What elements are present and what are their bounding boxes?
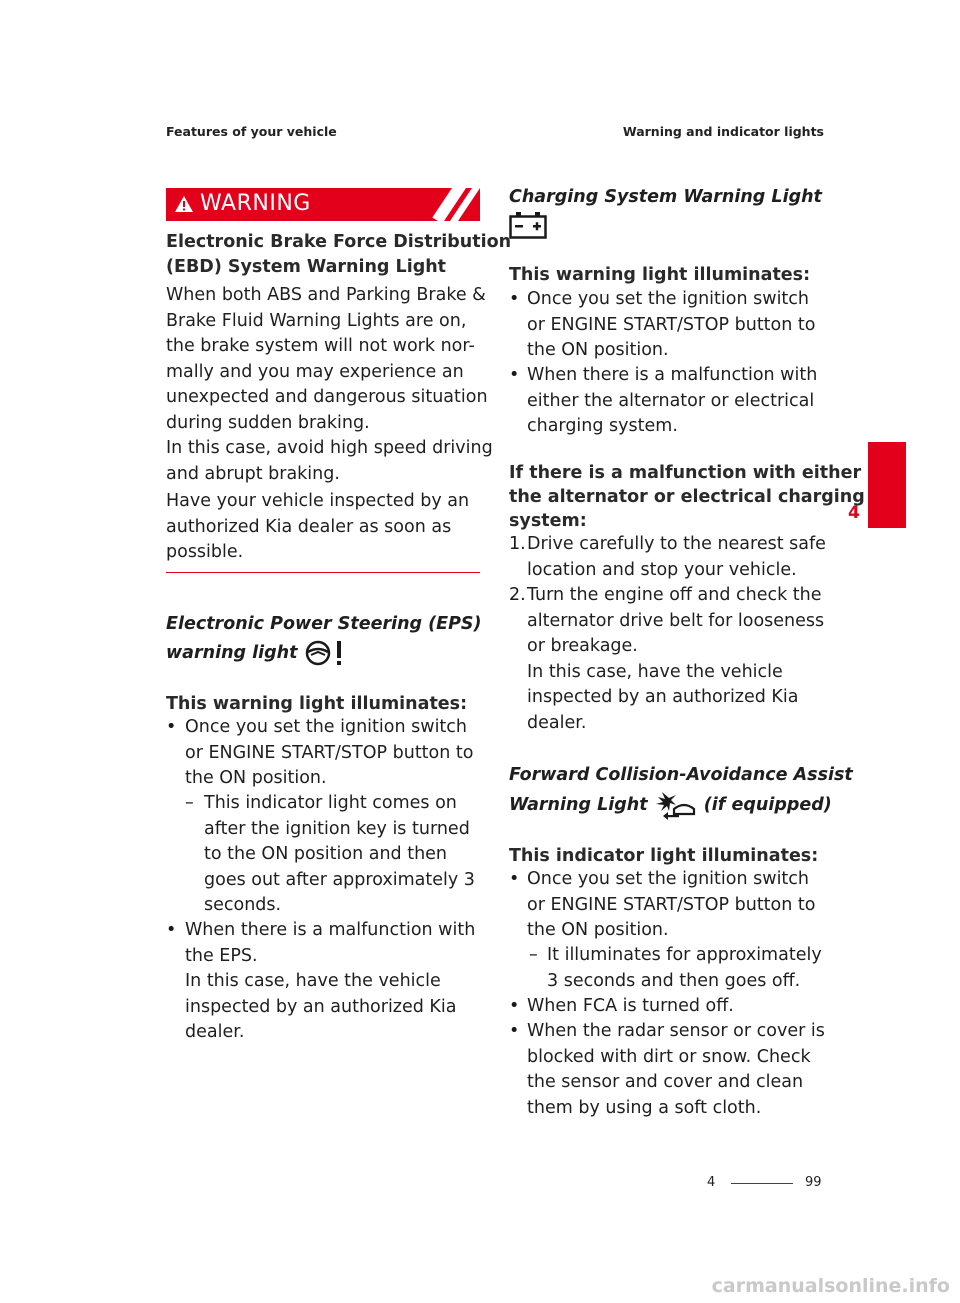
warning-triangle-icon (174, 194, 194, 214)
fca-bullet-3: When the radar sensor or cover is blocked with dirt or snow. Check the sensor and cover and clean them by using a soft cloth. (527, 1021, 825, 1118)
eps-heading-line2: warning light (166, 638, 350, 668)
eps-steering-warning-icon (304, 638, 350, 668)
fca-heading-line1: Forward Collision-Avoidance Assist (509, 765, 853, 785)
footer-divider (731, 1183, 793, 1184)
eps-heading-line1: Electronic Power Steering (EPS) (166, 614, 482, 634)
chapter-side-tab-number: 4 (848, 503, 860, 523)
eps-bullet-1: Once you set the ignition switch or ENGINE START/STOP button to the ON position. (185, 717, 474, 788)
battery-icon (509, 211, 547, 239)
eps-bullet-2-marker: • (166, 920, 177, 940)
eps-subheading: This warning light illuminates: (166, 694, 468, 714)
section-divider (166, 572, 480, 573)
charging-step-2-number: 2. (509, 585, 526, 605)
warning-paragraph-2: In this case, avoid high speed driving and abrupt braking. (166, 438, 493, 484)
warning-paragraph-3: Have your vehicle inspected by an authorized Kia dealer as soon as possible. (166, 491, 470, 562)
fca-subheading: This indicator light illuminates: (509, 846, 819, 866)
eps-bullet-1-marker: • (166, 717, 177, 737)
fca-bullet-2: When FCA is turned off. (527, 996, 734, 1016)
charging-step-1-number: 1. (509, 534, 526, 554)
fca-collision-icon (654, 789, 698, 821)
fca-dash-marker: – (529, 945, 538, 965)
warning-banner (166, 188, 480, 221)
warning-title-line1: Electronic Brake Force Distribution (166, 232, 512, 252)
warning-label: WARNING (200, 191, 311, 216)
eps-bullet-2: When there is a malfunction with the EPS. In this case, have the vehicle inspected by an authorized Kia dealer. (185, 920, 476, 1042)
chapter-side-tab (868, 442, 906, 528)
fca-heading-line2: Warning Light (if equipped) (509, 789, 832, 821)
watermark: carmanualsonline.info (711, 1275, 950, 1297)
charging-heading: Charging System Warning Light (509, 187, 822, 207)
footer-page-number: 99 (805, 1175, 822, 1190)
fca-bullet-1: Once you set the ignition switch or ENGINE START/STOP button to the ON position. (527, 869, 816, 940)
banner-stripes-icon (430, 188, 480, 221)
warning-title-line2: (EBD) System Warning Light (166, 257, 447, 277)
fca-bullet-1-marker: • (509, 869, 520, 889)
fca-dash-item: It illuminates for approximately 3 seconds and then goes off. (547, 945, 822, 991)
charging-bullet-1: Once you set the ignition switch or ENGINE START/STOP button to the ON position. (527, 289, 816, 360)
charging-bullet-1-marker: • (509, 289, 520, 309)
running-header-right: Warning and indicator lights (622, 124, 824, 139)
eps-dash-marker: – (185, 793, 194, 813)
charging-step-1: Drive carefully to the nearest safe location and stop your vehicle. (527, 534, 826, 580)
footer-chapter-number: 4 (707, 1175, 716, 1190)
charging-bullet-2: When there is a malfunction with either the alternator or electrical charging system. (527, 365, 818, 436)
charging-step-2: Turn the engine off and check the alternator drive belt for looseness or breakage. In this case, have the vehicle inspected by an authorized Kia dealer. (527, 585, 825, 733)
fca-bullet-3-marker: • (509, 1021, 520, 1041)
eps-dash-item: This indicator light comes on after the ignition key is turned to the ON position and then goes out after approximately 3 seconds. (204, 793, 475, 915)
charging-malfunction-subheading: If there is a malfunction with either the alternator or electrical charging system: (509, 463, 865, 531)
fca-bullet-2-marker: • (509, 996, 520, 1016)
warning-paragraph-1: When both ABS and Parking Brake & Brake Fluid Warning Lights are on, the brake system will not work nor- mally and you may experience an unexpected and dangerous situation during sudden braking. (166, 285, 488, 433)
charging-bullet-2-marker: • (509, 365, 520, 385)
running-header-left: Features of your vehicle (166, 124, 337, 139)
charging-subheading: This warning light illuminates: (509, 265, 811, 285)
